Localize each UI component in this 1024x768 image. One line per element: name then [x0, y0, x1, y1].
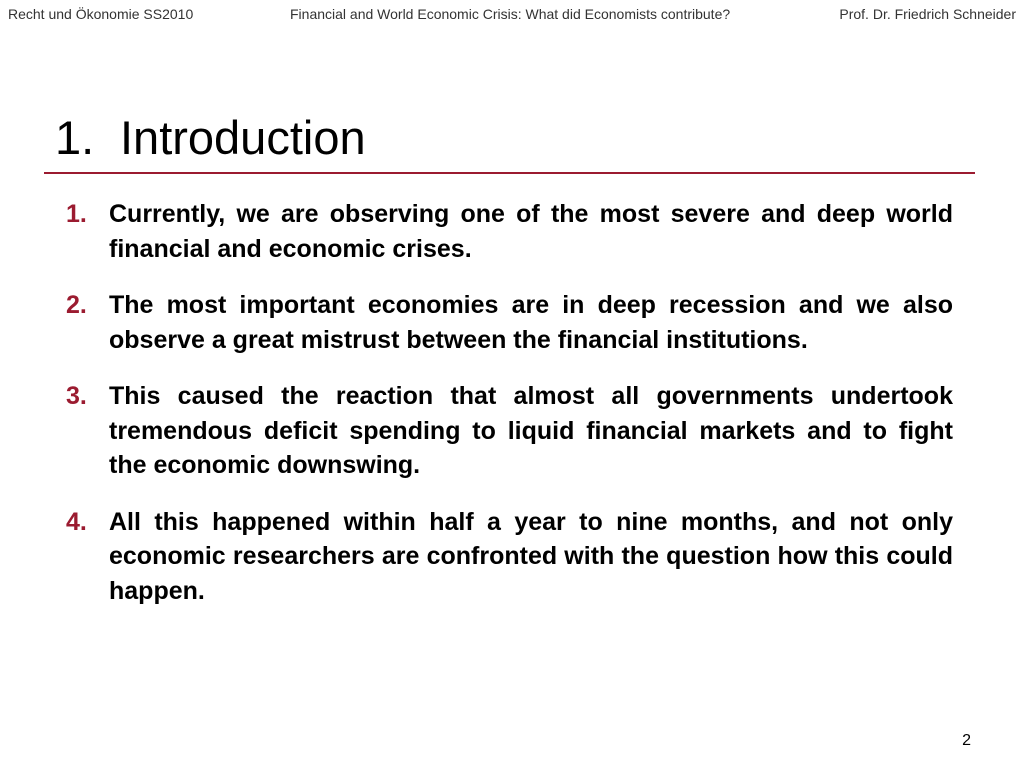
list-item	[66, 379, 953, 483]
list-item-text: The most important economies are in deep recession and we also observe a great mistrust between the financial institutions.	[109, 291, 953, 354]
slide-title	[55, 110, 366, 165]
slide-title-text: Introduction	[120, 111, 366, 164]
list-item	[66, 505, 953, 609]
list-item-text: All this happened within half a year to nine months, and not only economic researchers are confronted with the question how this could happen.	[109, 507, 953, 605]
slide-title-number: 1.	[55, 111, 95, 164]
page-number: 2	[962, 732, 971, 749]
list-item	[66, 288, 953, 357]
list-item-text: This caused the reaction that almost all governments undertook tremendous deficit spending to liquid financial markets and to fight the economic downswing.	[109, 382, 953, 479]
list-item-marker: 1.	[66, 200, 87, 228]
header-author: Prof. Dr. Friedrich Schneider	[839, 6, 1016, 22]
bullet-list	[66, 197, 953, 630]
header-topic: Financial and World Economic Crisis: What did Economists contribute?	[290, 6, 731, 22]
list-item-text: Currently, we are observing one of the most severe and deep world financial and economic crises.	[109, 200, 953, 263]
list-item-marker: 2.	[66, 291, 87, 319]
title-divider	[44, 172, 975, 174]
header-course: Recht und Ökonomie SS2010	[8, 6, 194, 22]
slide-header	[0, 0, 1024, 32]
list-item	[66, 197, 953, 266]
list-item-marker: 4.	[66, 507, 87, 536]
list-item-marker: 3.	[66, 382, 87, 410]
